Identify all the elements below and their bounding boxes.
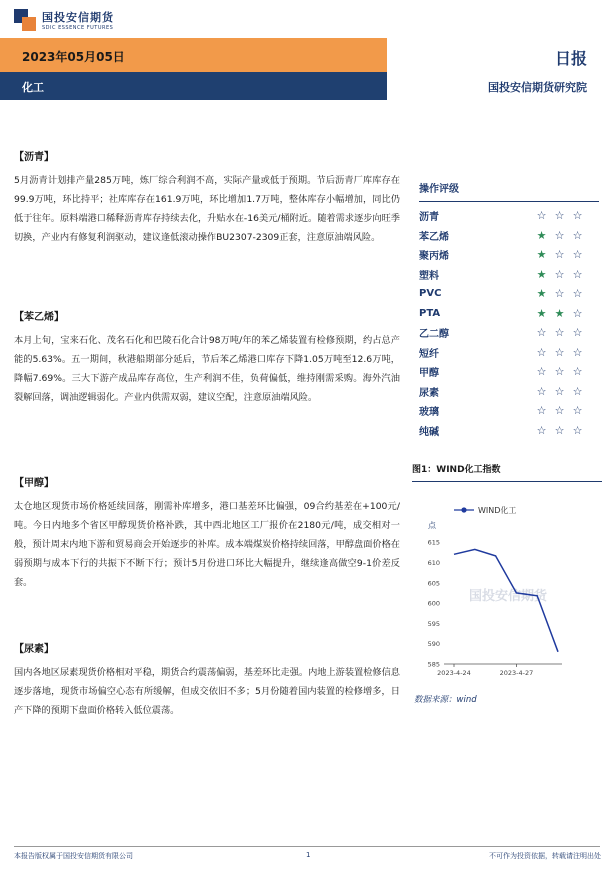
y-tick-label: 585 (427, 660, 440, 669)
report-date: 2023年05月05日 (22, 50, 125, 64)
y-tick-label: 595 (427, 619, 440, 628)
footer-divider (14, 846, 600, 847)
rating-product-name: 玻璃 (419, 407, 439, 419)
star-empty-icon: ☆ (554, 267, 566, 281)
section-styrene (14, 308, 400, 407)
rating-row (419, 284, 599, 304)
rating-stars (533, 209, 599, 222)
star-empty-icon: ☆ (554, 384, 566, 398)
y-axis-label: 点 (428, 521, 436, 530)
figure-title: 图1：WIND化工指数 (412, 462, 602, 482)
rating-product-name: 聚丙烯 (419, 251, 449, 263)
rating-stars (533, 268, 599, 281)
footer-copyright: 本报告版权属于国投安信期货有限公司 (14, 852, 133, 860)
rating-row (419, 206, 599, 226)
section-body: 太仓地区现货市场价格延续回落，刚需补库增多，港口基差环比偏强，09合约基差在+100元/吨。今日内地多个省区甲醇现货价格补跌，其中西北地区工厂报价在2180元/吨，成交相对一般，预计周末内地下游和贸易商会开始逐步的补库。成本端煤炭价格持续回落，甲醇盘面价格在弱预期与成本下行的共振下不断下行；预计5月份进口环比大幅提升，继续逢高做空9-1价差反套。 (14, 501, 400, 588)
y-tick-label: 610 (427, 558, 440, 567)
y-tick-label: 600 (427, 599, 440, 608)
section-urea (14, 640, 400, 720)
rating-stars (533, 307, 599, 320)
rating-row (419, 226, 599, 246)
star-empty-icon: ☆ (554, 209, 566, 223)
rating-product-name: 甲醇 (419, 368, 439, 380)
star-empty-icon: ☆ (554, 423, 566, 437)
rating-product-name: PTA (419, 307, 441, 319)
rating-product-name: 纯碱 (419, 426, 439, 438)
rating-row (419, 323, 599, 343)
section-title: 【尿素】 (14, 644, 54, 655)
star-empty-icon: ☆ (572, 345, 584, 359)
rating-product-name: 尿素 (419, 387, 439, 399)
report-type: 日报 (554, 49, 587, 68)
wind-chem-index-chart (412, 492, 604, 686)
section-methanol (14, 474, 400, 592)
section-title: 【沥青】 (14, 152, 54, 163)
rating-stars (533, 385, 599, 398)
star-empty-icon: ☆ (554, 248, 566, 262)
rating-product-name: 乙二醇 (419, 329, 449, 341)
star-empty-icon: ☆ (572, 326, 584, 340)
star-empty-icon: ☆ (572, 209, 584, 223)
data-source: 数据来源：wind (414, 695, 477, 705)
star-filled-icon: ★ (536, 248, 548, 262)
rating-stars (533, 424, 599, 437)
star-empty-icon: ☆ (536, 209, 548, 223)
section-title: 【苯乙烯】 (14, 312, 64, 323)
legend-marker (461, 507, 466, 512)
star-empty-icon: ☆ (554, 326, 566, 340)
sector-label: 化工 (22, 81, 44, 94)
rating-row (419, 343, 599, 363)
section-asphalt (14, 148, 400, 247)
x-tick-label: 2023-4-27 (499, 669, 534, 677)
star-empty-icon: ☆ (572, 384, 584, 398)
section-body: 本月上旬，宝来石化、茂名石化和巴陵石化合计98万吨/年的苯乙烯装置有检修预期，约占总产能的5.63%。五一期间，秋港船期部分延后，节后苯乙烯港口库存下降1.05万吨至12.6万吨，降幅7.69%。三大下游产成品库存高位，生产利润不佳，负荷偏低，维持刚需采购。海外汽油裂解回落，调油逻辑弱化。产业内供需双弱，建议空配，注意原油端风险。 (14, 335, 400, 403)
institute-name: 国投安信期货研究院 (488, 81, 587, 94)
rating-list (419, 206, 599, 440)
rating-stars (533, 326, 599, 339)
star-empty-icon: ☆ (554, 365, 566, 379)
star-filled-icon: ★ (536, 228, 548, 242)
rating-stars (533, 346, 599, 359)
star-empty-icon: ☆ (536, 404, 548, 418)
rating-product-name: 沥青 (419, 212, 439, 224)
rating-row (419, 382, 599, 402)
rating-stars (533, 229, 599, 242)
section-body: 国内各地区尿素现货价格相对平稳，期货合约震荡偏弱，基差环比走强。内地上游装置检修信息逐步落地，现货市场偏空心态有所缓解，但成交依旧不多；5月份随着国内装置的检修增多，日产下降的预期下盘面价格转入低位震荡。 (14, 667, 400, 716)
star-filled-icon: ★ (536, 306, 548, 320)
star-empty-icon: ☆ (572, 248, 584, 262)
star-empty-icon: ☆ (554, 345, 566, 359)
star-empty-icon: ☆ (536, 326, 548, 340)
rating-panel (419, 180, 599, 440)
logo-name-en: SDIC ESSENCE FUTURES (42, 25, 114, 31)
star-empty-icon: ☆ (554, 404, 566, 418)
star-empty-icon: ☆ (572, 423, 584, 437)
section-title: 【甲醇】 (14, 478, 54, 489)
rating-product-name: 苯乙烯 (419, 231, 449, 243)
footer-disclaimer: 不可作为投资依据，转载请注明出处 (489, 852, 601, 860)
star-empty-icon: ☆ (554, 228, 566, 242)
star-empty-icon: ☆ (572, 267, 584, 281)
star-empty-icon: ☆ (536, 384, 548, 398)
star-empty-icon: ☆ (536, 345, 548, 359)
star-empty-icon: ☆ (572, 404, 584, 418)
star-empty-icon: ☆ (572, 365, 584, 379)
logo-name-cn: 国投安信期货 (42, 11, 114, 24)
logo-mark-icon (14, 9, 36, 31)
rating-stars (533, 365, 599, 378)
company-logo (14, 9, 114, 31)
legend-label: WIND化工 (478, 506, 517, 515)
page-number: 1 (306, 851, 311, 859)
section-body: 5月沥青计划排产量285万吨，炼厂综合利润不高，实际产量或低于预期。节后沥青厂库库存在99.9万吨，环比持平；社库库存在161.9万吨，环比增加1.7万吨，整体库存小幅增加，同比仍低于往年。原料端港口稀释沥青库存持续去化，升贴水在-16美元/桶附近。随着需求逐步向旺季切换，产业内有修复利润驱动，建议逢低滚动操作BU2307-2309正套，注意原油端风险。 (14, 175, 400, 243)
star-empty-icon: ☆ (536, 365, 548, 379)
star-filled-icon: ★ (554, 306, 566, 320)
rating-stars (533, 287, 599, 300)
rating-row (419, 304, 599, 324)
chart-watermark: 国投安信期货 (468, 589, 548, 604)
rating-row (419, 362, 599, 382)
x-tick-label: 2023-4-24 (437, 669, 471, 677)
star-empty-icon: ☆ (572, 228, 584, 242)
star-filled-icon: ★ (536, 267, 548, 281)
star-filled-icon: ★ (536, 287, 548, 301)
rating-product-name: PVC (419, 288, 442, 300)
rating-stars (533, 404, 599, 417)
y-tick-label: 615 (427, 538, 440, 547)
rating-row (419, 245, 599, 265)
star-empty-icon: ☆ (572, 306, 584, 320)
rating-row (419, 265, 599, 285)
star-empty-icon: ☆ (554, 287, 566, 301)
rating-row (419, 421, 599, 441)
rating-product-name: 短纤 (419, 348, 439, 360)
rating-stars (533, 248, 599, 261)
rating-title: 操作评级 (419, 180, 599, 202)
y-tick-label: 605 (427, 579, 440, 588)
star-empty-icon: ☆ (572, 287, 584, 301)
rating-product-name: 塑料 (419, 270, 439, 282)
star-empty-icon: ☆ (536, 423, 548, 437)
y-tick-label: 590 (427, 640, 440, 649)
rating-row (419, 401, 599, 421)
